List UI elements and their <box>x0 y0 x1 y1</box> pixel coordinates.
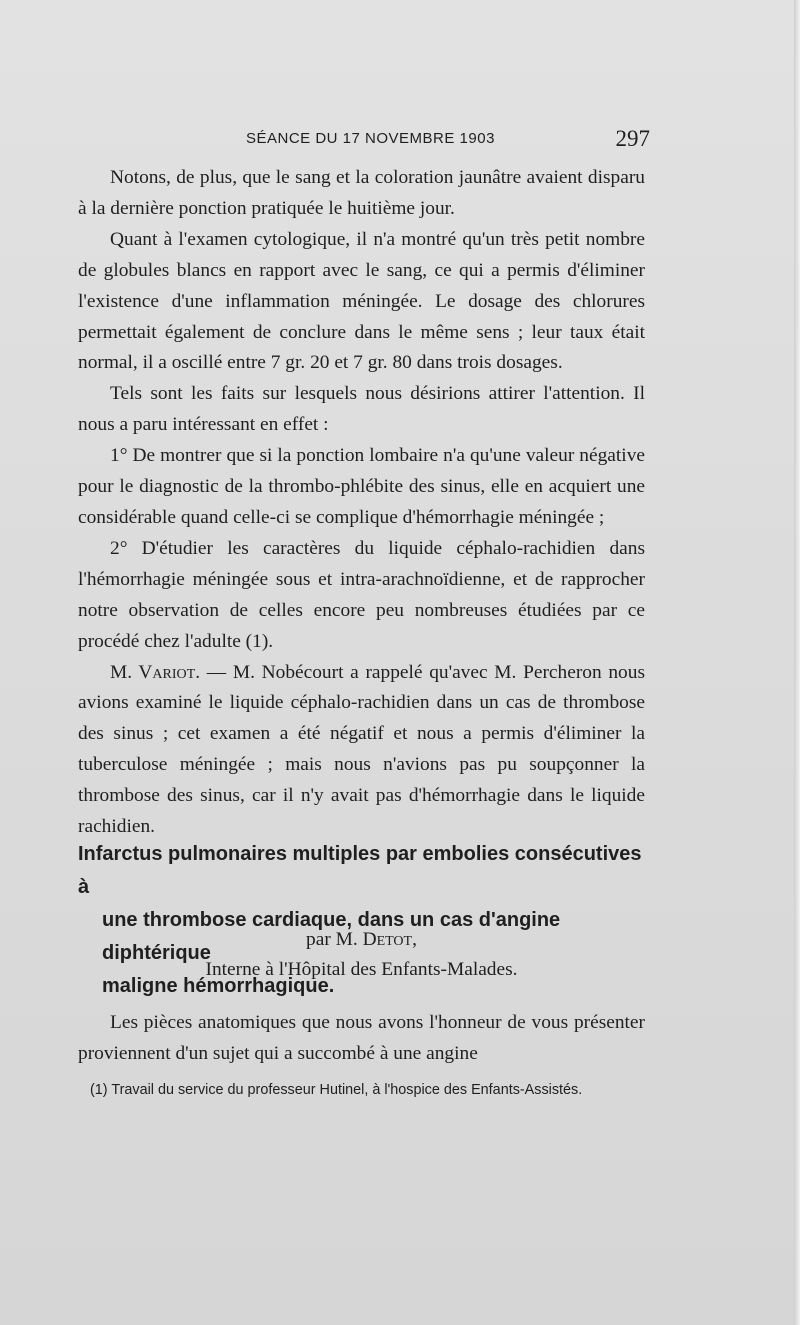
paragraph: Quant à l'examen cytologique, il n'a montré qu'un très petit nombre de globules blancs en rapport avec le sang, ce qui a permis d'éliminer l'existence d'une inflammation méningée. Le dosage des chlorures permettait également de conclure dans le même sens ; leur taux était normal, il a oscillé entre 7 gr. 20 et 7 gr. 80 dans trois dosages. <box>78 228 645 374</box>
list-item-2: 2° D'étudier les caractères du liquide céphalo-rachidien dans l'hémorrhagie méningée sous et intra-arachnoïdienne, et de rapprocher notre observation de celles encore peu nombreuses étudiées par ce procédé chez l'adulte (1). <box>78 537 645 652</box>
page-number: 297 <box>615 126 650 151</box>
section-title-line: Infarctus pulmonaires multiples par embolies consécutives à <box>78 843 642 898</box>
running-head: SÉANCE DU 17 NOVEMBRE 1903 <box>246 130 495 147</box>
section-intro <box>78 1008 645 1070</box>
byline-prefix: par M. <box>306 929 363 950</box>
paragraph: Les pièces anatomiques que nous avons l'honneur de vous présenter proviennent d'un sujet qui a succombé à une angine <box>78 1012 645 1064</box>
byline <box>78 925 645 985</box>
byline-author-line <box>78 925 645 955</box>
page-header <box>78 126 650 156</box>
footnote-text: (1) Travail du service du professeur Hutinel, à l'hospice des Enfants-Assistés. <box>90 1082 583 1098</box>
speaker-name: M. Variot. <box>110 661 201 683</box>
paragraph: Tels sont les faits sur lesquels nous désirions attirer l'attention. Il nous a paru intéressant en effet : <box>78 383 645 436</box>
list-item-1: 1° De montrer que si la ponction lombaire n'a qu'une valeur négative pour le diagnostic de la thrombo-phlébite des sinus, elle en acquiert une considérable quand celle-ci se complique d'hémorrhagie méningée ; <box>78 445 645 528</box>
body-text <box>78 163 645 843</box>
section-title-line: une thrombose cardiaque, dans un cas d'angine diphtérique <box>102 909 561 964</box>
page-edge <box>794 0 800 1325</box>
paragraph: Notons, de plus, que le sang et la coloration jaunâtre avaient disparu à la dernière ponction pratiquée le huitième jour. <box>78 167 645 219</box>
author-affiliation: Interne à l'Hôpital des Enfants-Malades. <box>205 959 518 980</box>
discussion-text: — M. Nobécourt a rappelé qu'avec M. Percheron nous avions examiné le liquide céphalo-rachidien dans un cas de thrombose des sinus ; cet examen a été négatif et nous a permis d'éliminer la tuberculose méningée ; mais nous n'avions pas pu soupçonner la thrombose des sinus, car il n'y avait pas d'hémorrhagie dans le liquide rachidien. <box>78 661 645 838</box>
author-name: Detot, <box>362 929 417 950</box>
footnote <box>78 1080 645 1101</box>
discussion-paragraph <box>78 658 645 843</box>
section-title-line: maligne hémorrhagique. <box>102 975 335 997</box>
